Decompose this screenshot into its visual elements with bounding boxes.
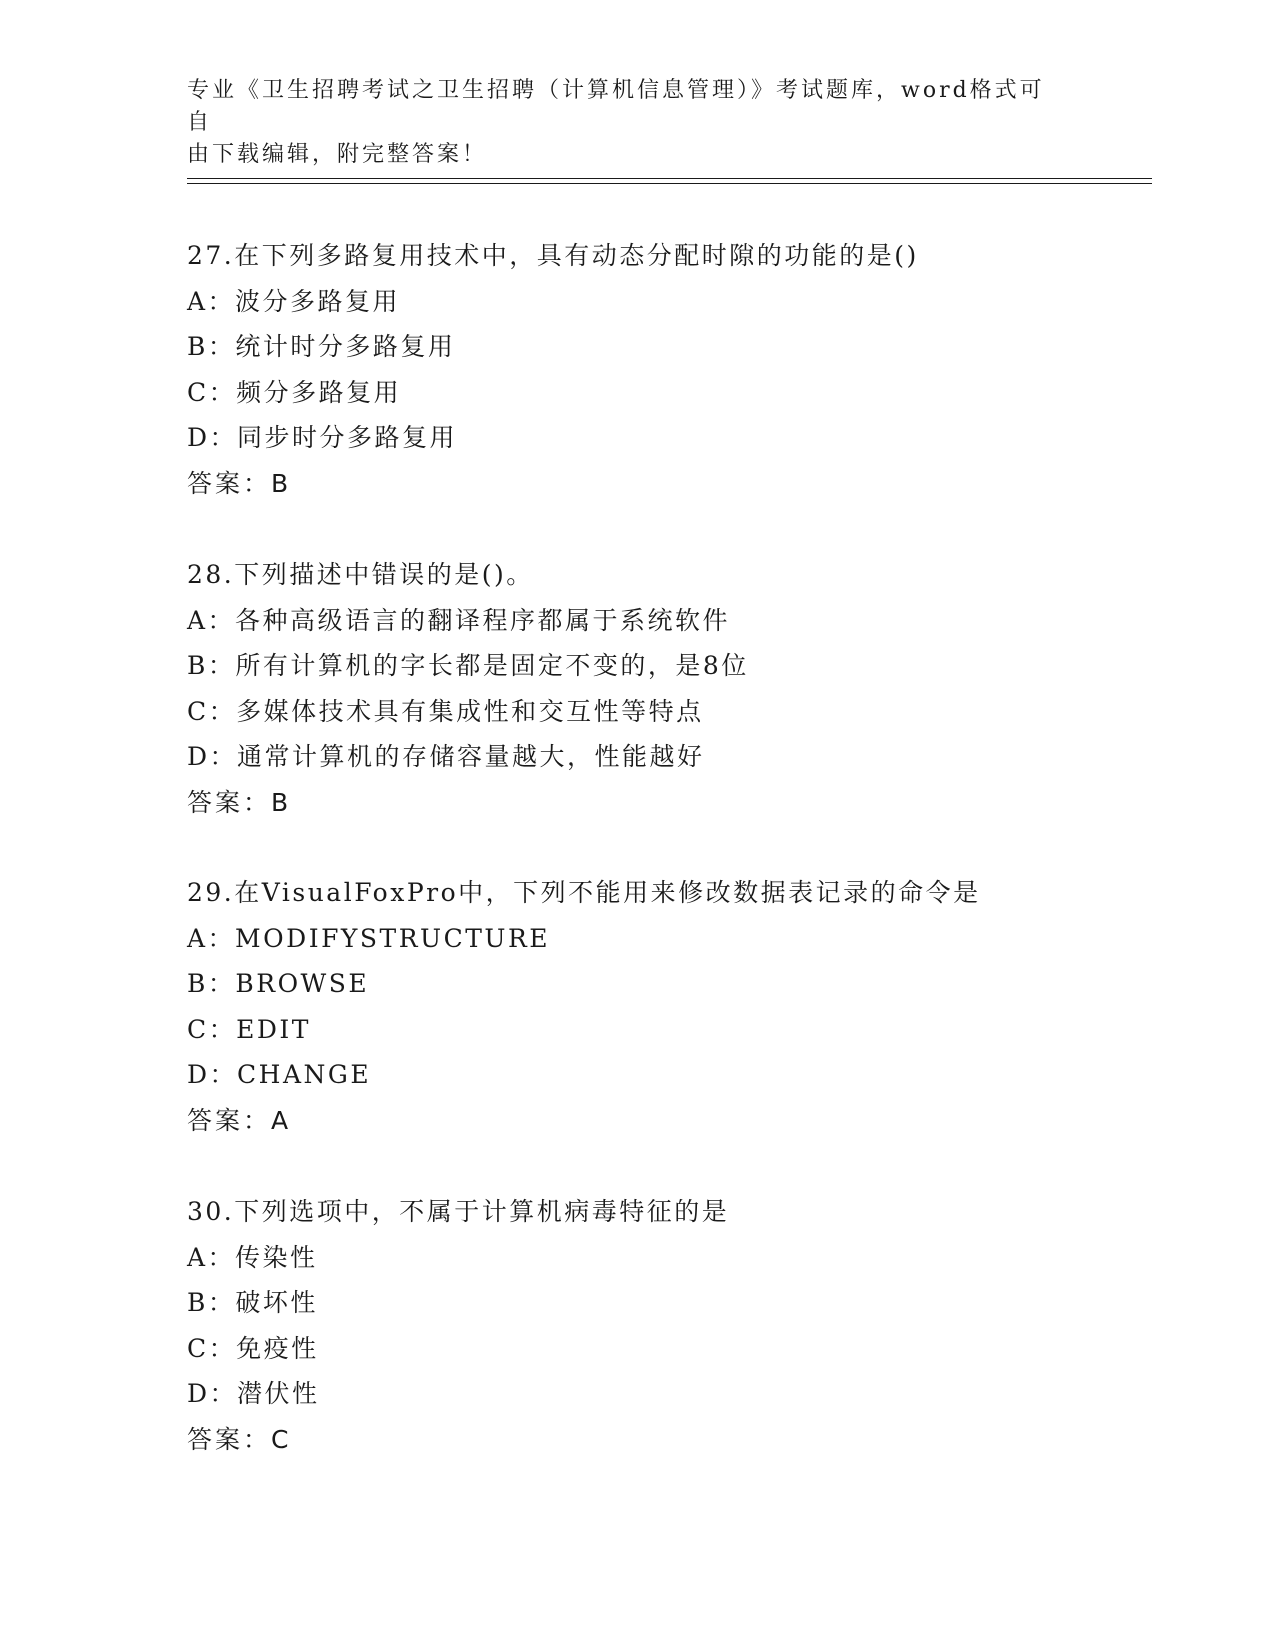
question-stem: 29.在VisualFoxPro中，下列不能用来修改数据表记录的命令是 [187, 878, 981, 907]
question-stem: 27.在下列多路复用技术中，具有动态分配时隙的功能的是() [187, 241, 919, 270]
question-stem: 30.下列选项中，不属于计算机病毒特征的是 [187, 1197, 730, 1226]
intro-line-2: 由下载编辑，附完整答案！ [187, 142, 488, 167]
option-b: B：所有计算机的字长都是固定不变的，是8位 [187, 651, 749, 680]
intro-line-1: 专业《卫生招聘考试之卫生招聘（计算机信息管理）》考试题库，word格式可自 [187, 78, 1045, 135]
answer-line: 答案：C [187, 1424, 292, 1454]
header-divider-bottom [187, 183, 1152, 184]
question-27 [187, 233, 1152, 506]
question-stem: 28.下列描述中错误的是()。 [187, 560, 534, 589]
document-intro [187, 75, 1067, 171]
option-a: A：传染性 [187, 1242, 318, 1272]
question-29 [187, 870, 1152, 1143]
option-d: D：潜伏性 [187, 1379, 320, 1408]
answer-line: 答案：B [187, 468, 292, 498]
header-divider-top [187, 178, 1152, 179]
question-30 [187, 1189, 1152, 1462]
option-c: C：免疫性 [187, 1333, 319, 1363]
answer-line: 答案：A [187, 1105, 292, 1135]
option-b: B：统计时分多路复用 [187, 332, 456, 361]
answer-line: 答案：B [187, 787, 292, 817]
option-b: B：BROWSE [187, 969, 370, 998]
option-c: C：EDIT [187, 1014, 311, 1044]
option-a: A：MODIFYSTRUCTURE [187, 923, 551, 953]
option-a: A：各种高级语言的翻译程序都属于系统软件 [187, 605, 731, 635]
option-d: D：通常计算机的存储容量越大，性能越好 [187, 742, 705, 771]
option-d: D：同步时分多路复用 [187, 423, 458, 452]
question-28 [187, 552, 1152, 825]
option-b: B：破坏性 [187, 1288, 318, 1317]
option-c: C：多媒体技术具有集成性和交互性等特点 [187, 696, 704, 726]
option-a: A：波分多路复用 [187, 286, 401, 316]
option-c: C：频分多路复用 [187, 377, 402, 407]
option-d: D：CHANGE [187, 1060, 372, 1089]
